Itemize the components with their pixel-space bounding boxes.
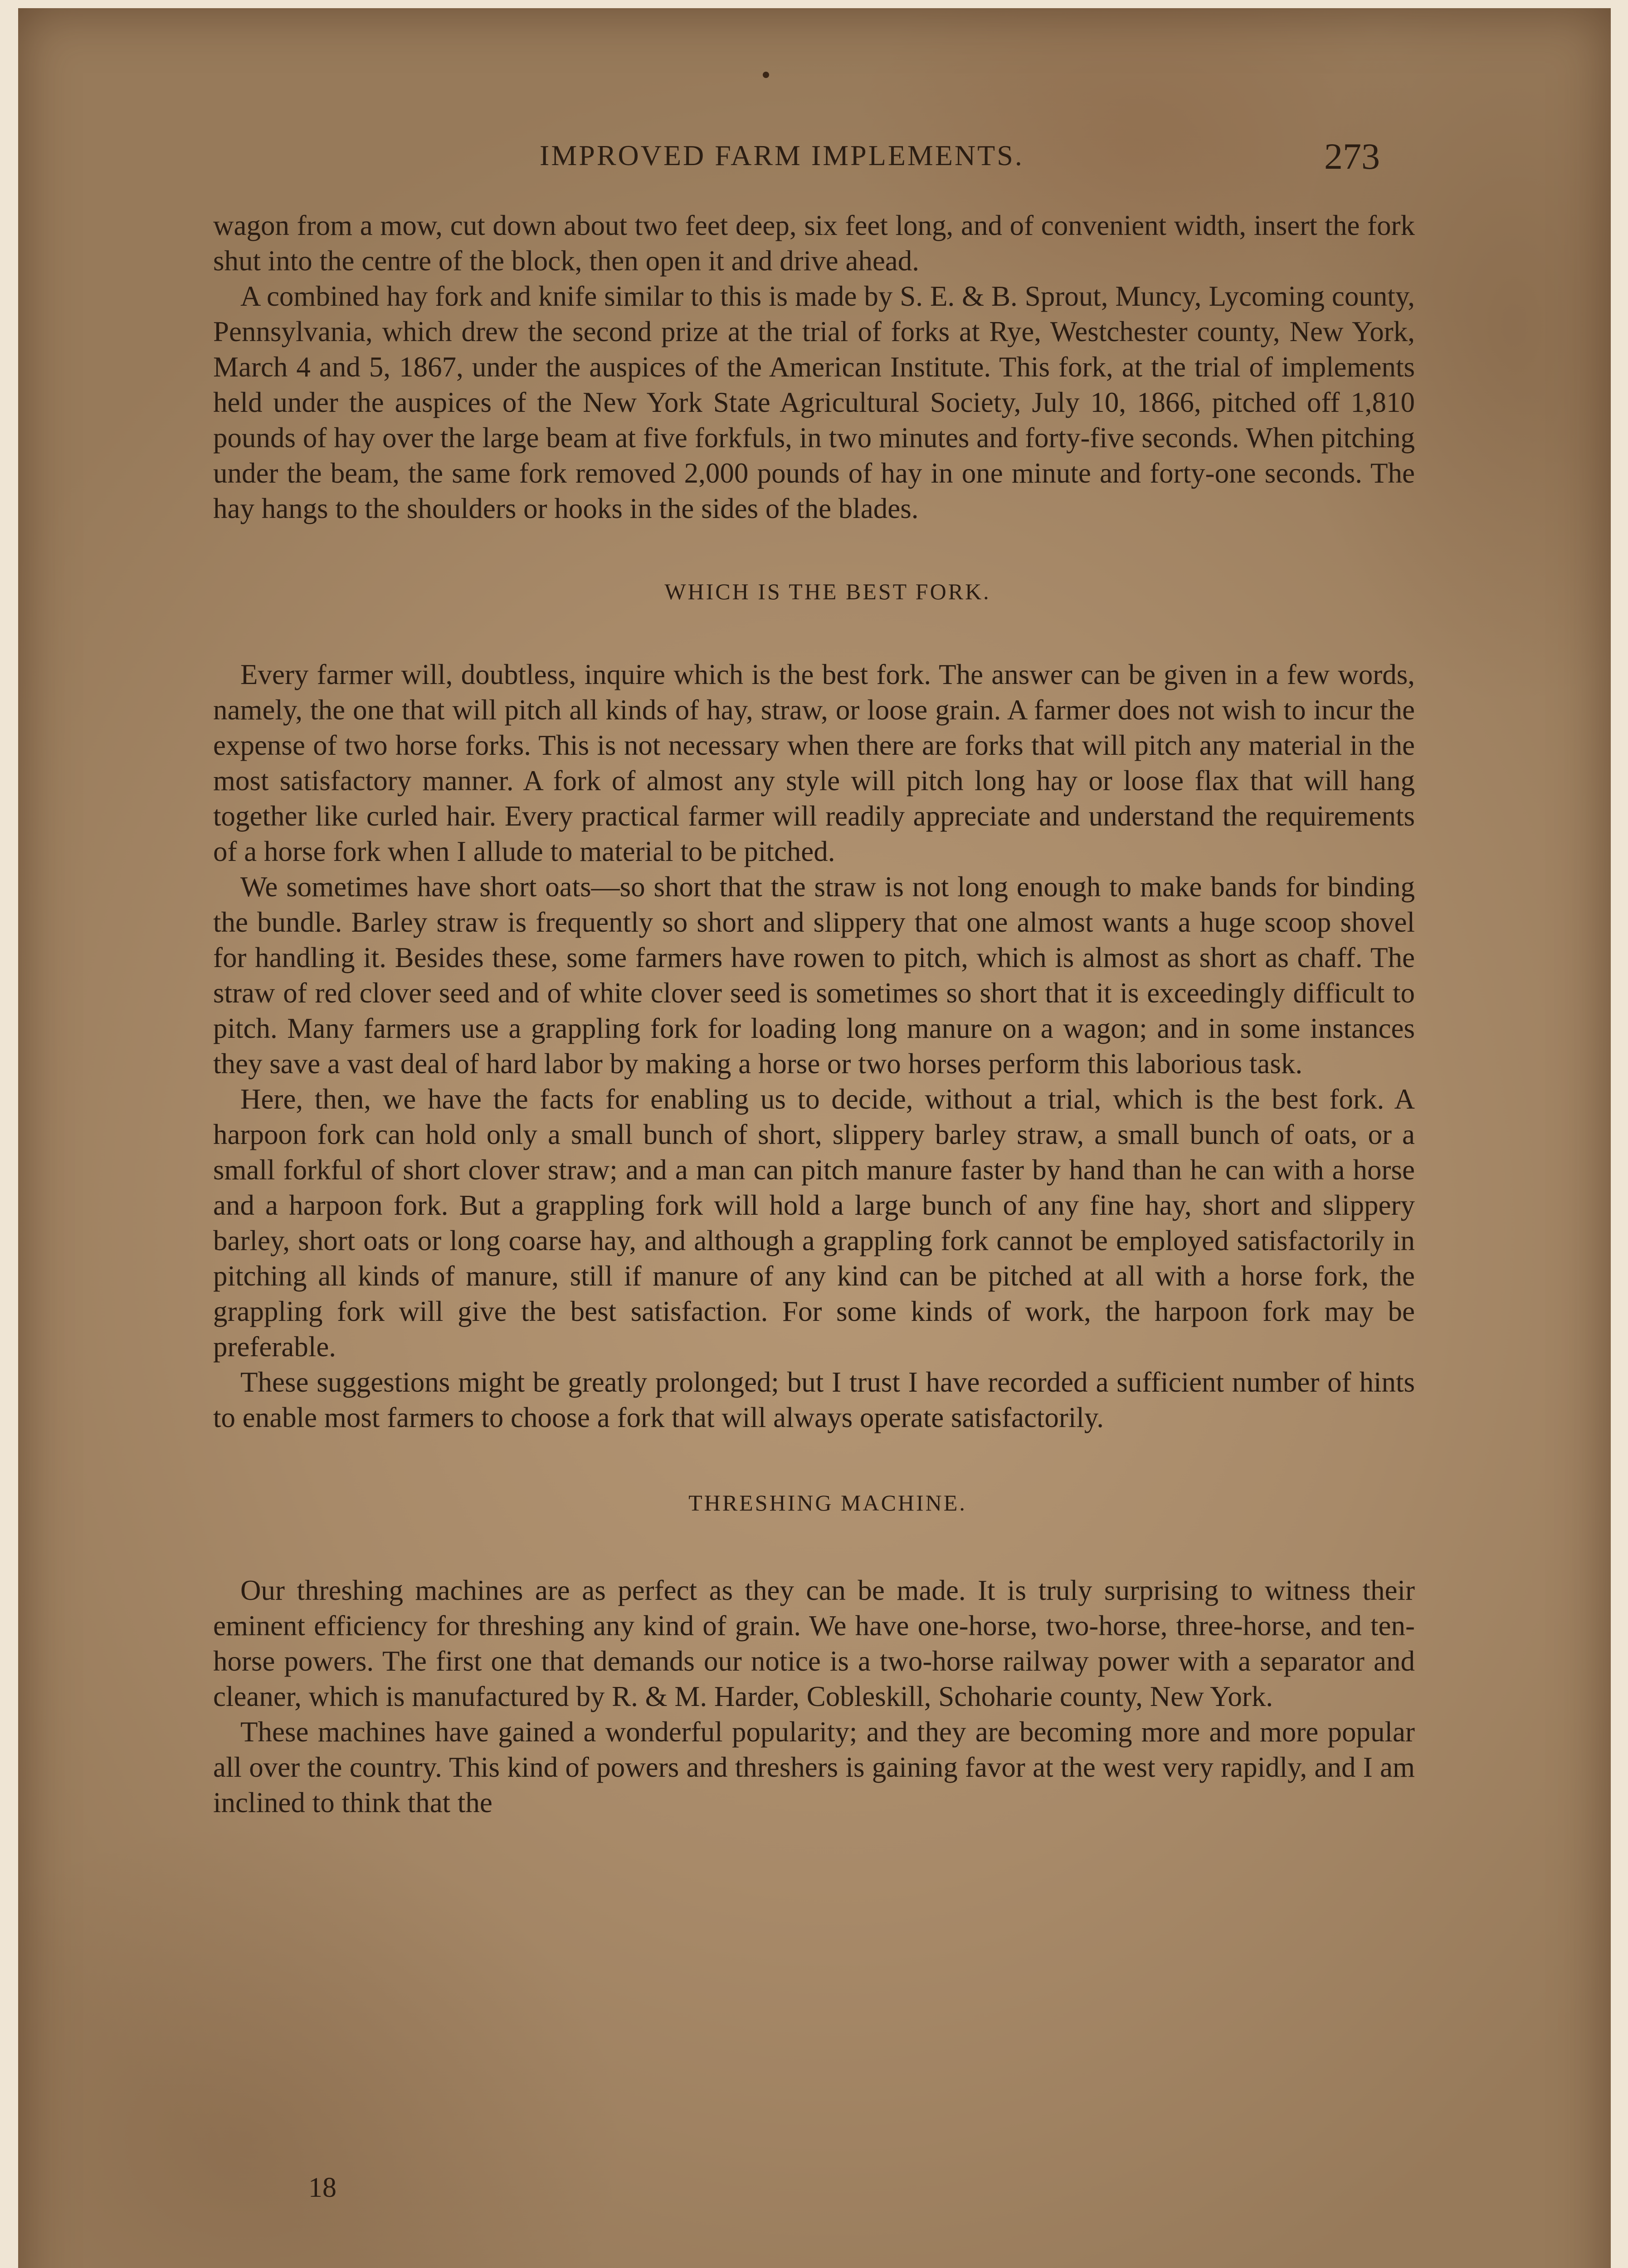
best-fork-paragraph-3: Here, then, we have the facts for enabling us to decide, without a trial, which is the best fork. A harpoon fork can hold only a small bunch of short, slippery barley straw, a small bunch of oats, or a small forkful of short clover straw; and a man can pitch manure faster by hand than he can with a horse and a harpoon fork. But a grappling fork will hold a large bunch of any fine hay, short and slippery barley, short oats or long coarse hay, and although a grappling fork cannot be employed satisfactorily in pitching all kinds of manure, still if manure of any kind can be pitched at all with a horse fork, the grappling fork will give the best satisfaction. For some kinds of work, the harpoon fork may be preferable.	[213, 1083, 1415, 1363]
page-number: 273	[1324, 136, 1380, 177]
book-page	[18, 8, 1611, 2268]
best-fork-paragraph-2: We sometimes have short oats—so short that the straw is not long enough to make bands for binding the bundle. Barley straw is frequently so short and slippery that one almost wants a huge scoop shovel for handling it. Besides these, some farmers have rowen to pitch, which is almost as short as chaff. The straw of red clover seed and of white clover seed is sometimes so short that it is exceedingly difficult to pitch. Many farmers use a grappling fork for loading long manure on a wagon; and in some instances they save a vast deal of hard labor by making a horse or two horses perform this laborious task.	[213, 871, 1415, 1080]
best-fork-paragraph-4: These suggestions might be greatly prolonged; but I trust I have recorded a sufficient number of hints to enable most farmers to choose a fork that will always operate satisfactorily.	[213, 1366, 1415, 1433]
binding-hole-top	[763, 72, 769, 78]
best-fork-paragraph-1: Every farmer will, doubtless, inquire which is the best fork. The answer can be given in a few words, namely, the one that will pitch all kinds of hay, straw, or loose grain. A farmer does not wish to incur the expense of two horse forks. This is not necessary when there are forks that will pitch any material in the most satisfactory manner. A fork of almost any style will pitch long hay or loose flax that will hang together like curled hair. Every practical farmer will readily appreciate and understand the requirements of a horse fork when I allude to material to be pitched.	[213, 659, 1415, 867]
page-header	[18, 136, 1611, 184]
intro-paragraph-2: A combined hay fork and knife similar to this is made by S. E. & B. Sprout, Muncy, Lycoming county, Pennsylvania, which drew the second prize at the trial of forks at Rye, Westchester county, New York, March 4 and 5, 1867, under the auspices of the American Institute. This fork, at the trial of implements held under the auspices of the New York State Agricultural Society, July 10, 1866, pitched off 1,810 pounds of hay over the large beam at five forkfuls, in two minutes and forty-five seconds. When pitching under the beam, the same fork removed 2,000 pounds of hay in one minute and forty-one seconds. The hay hangs to the shoulders or hooks in the sides of the blades.	[213, 280, 1415, 524]
running-head: IMPROVED FARM IMPLEMENTS.	[540, 139, 1024, 171]
threshing-paragraph-1: Our threshing machines are as perfect as they can be made. It is truly surprising to witness their eminent efficiency for threshing any kind of grain. We have one-horse, two-horse, three-horse, and ten-horse powers. The first one that demands our notice is a two-horse railway power with a separator and cleaner, which is manufactured by R. & M. Harder, Cobleskill, Schoharie county, New York.	[213, 1574, 1415, 1712]
threshing-paragraph-2: These machines have gained a wonderful popularity; and they are becoming more and more popular all over the country. This kind of powers and threshers is gaining favor at the west very rapidly, and I am inclined to think that the	[213, 1716, 1415, 1818]
section-heading-best-fork: WHICH IS THE BEST FORK.	[664, 579, 991, 604]
body-text	[213, 208, 1415, 1820]
section-heading-threshing-machine: THRESHING MACHINE.	[688, 1490, 967, 1515]
signature-mark: 18	[308, 2172, 336, 2203]
intro-paragraph-1: wagon from a mow, cut down about two feet deep, six feet long, and of convenient width, insert the fork shut into the centre of the block, then open it and drive ahead.	[213, 210, 1415, 277]
